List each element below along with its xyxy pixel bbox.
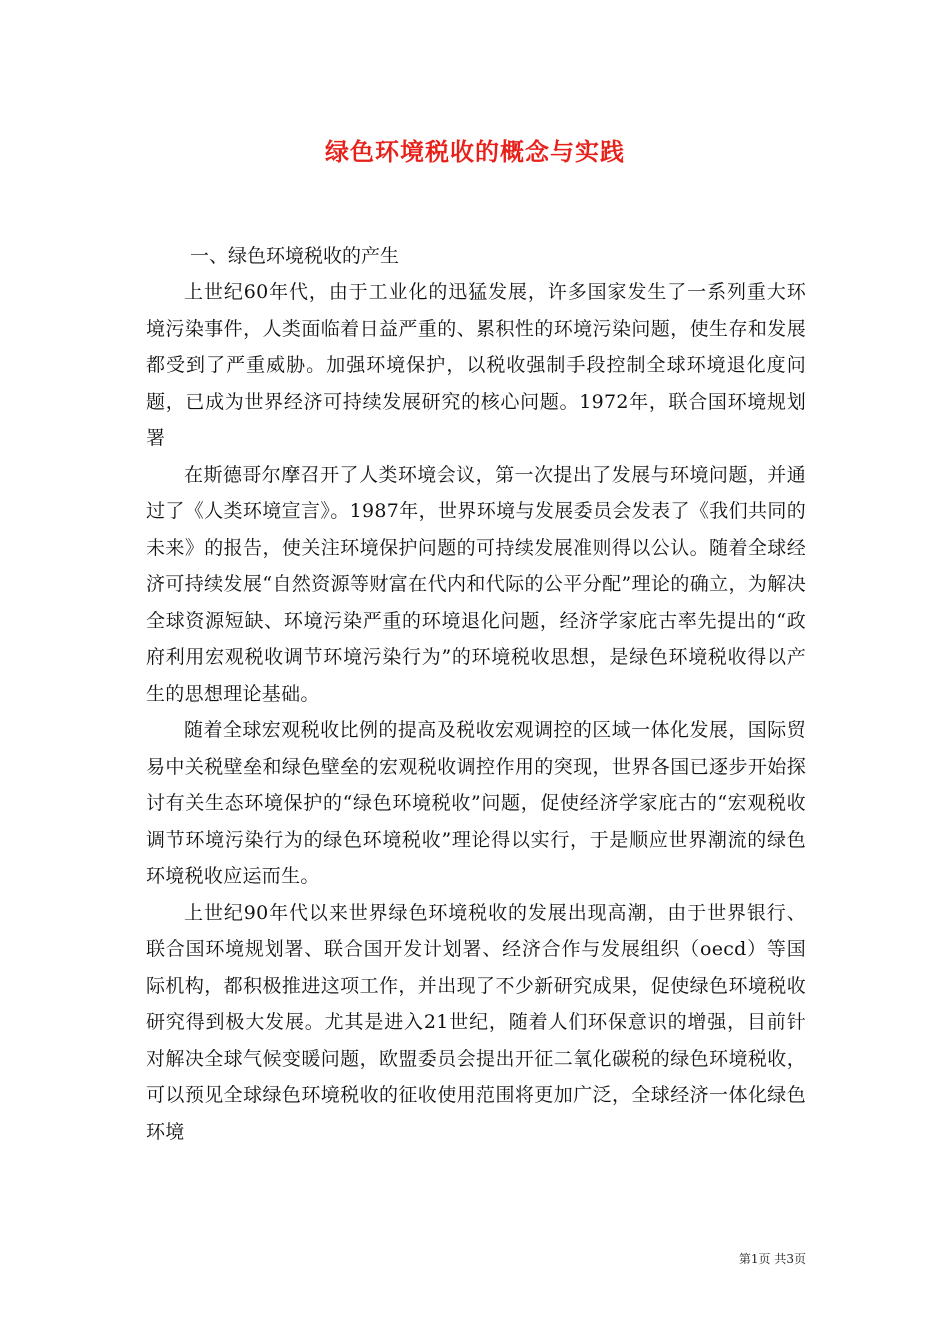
- paragraph-2: 在斯德哥尔摩召开了人类环境会议，第一次提出了发展与环境问题，并通过了《人类环境宣言》。1987年，世界环境与发展委员会发表了《我们共同的未来》的报告，使关注环境保护问题的可持续发展准则得以公认。随着全球经济可持续发展“自然资源等财富在代内和代际的公平分配”理论的确立，为解决全球资源短缺、环境污染严重的环境退化问题，经济学家庇古率先提出的“政府利用宏观税收调节环境污染行为”的环境税收思想，是绿色环境税收得以产生的思想理论基础。: [146, 463, 806, 705]
- paragraph-4: 上世纪90年代以来世界绿色环境税收的发展出现高潮，由于世界银行、联合国环境规划署、联合国开发计划署、经济合作与发展组织（oecd）等国际机构，都积极推进这项工作，并出现了不少新研究成果，促使绿色环境税收研究得到极大发展。尤其是进入21世纪，随着人们环保意识的增强，目前针对解决全球气候变暖问题，欧盟委员会提出开征二氧化碳税的绿色环境税收，可以预见全球绿色环境税收的征收使用范围将更加广泛，全球经济一体化绿色环境: [146, 901, 806, 1143]
- page-number-footer: 第1页 共3页: [738, 1252, 806, 1266]
- page-title: 绿色环境税收的概念与实践: [325, 137, 625, 166]
- document-body: [146, 238, 806, 1150]
- paragraph-3: 随着全球宏观税收比例的提高及税收宏观调控的区域一体化发展，国际贸易中关税壁垒和绿色壁垒的宏观税收调控作用的突现，世界各国已逐步开始探讨有关生态环境保护的“绿色环境税收”问题，促使经济学家庇古的“宏观税收调节环境污染行为的绿色环境税收”理论得以实行，于是顺应世界潮流的绿色环境税收应运而生。: [146, 719, 806, 887]
- paragraph-1: 上世纪60年代，由于工业化的迅猛发展，许多国家发生了一系列重大环境污染事件，人类面临着日益严重的、累积性的环境污染问题，使生存和发展都受到了严重威胁。加强环境保护，以税收强制手段控制全球环境退化度问题，已成为世界经济可持续发展研究的核心问题。1972年，联合国环境规划署: [146, 281, 806, 449]
- section-heading: 一、绿色环境税收的产生: [190, 245, 400, 267]
